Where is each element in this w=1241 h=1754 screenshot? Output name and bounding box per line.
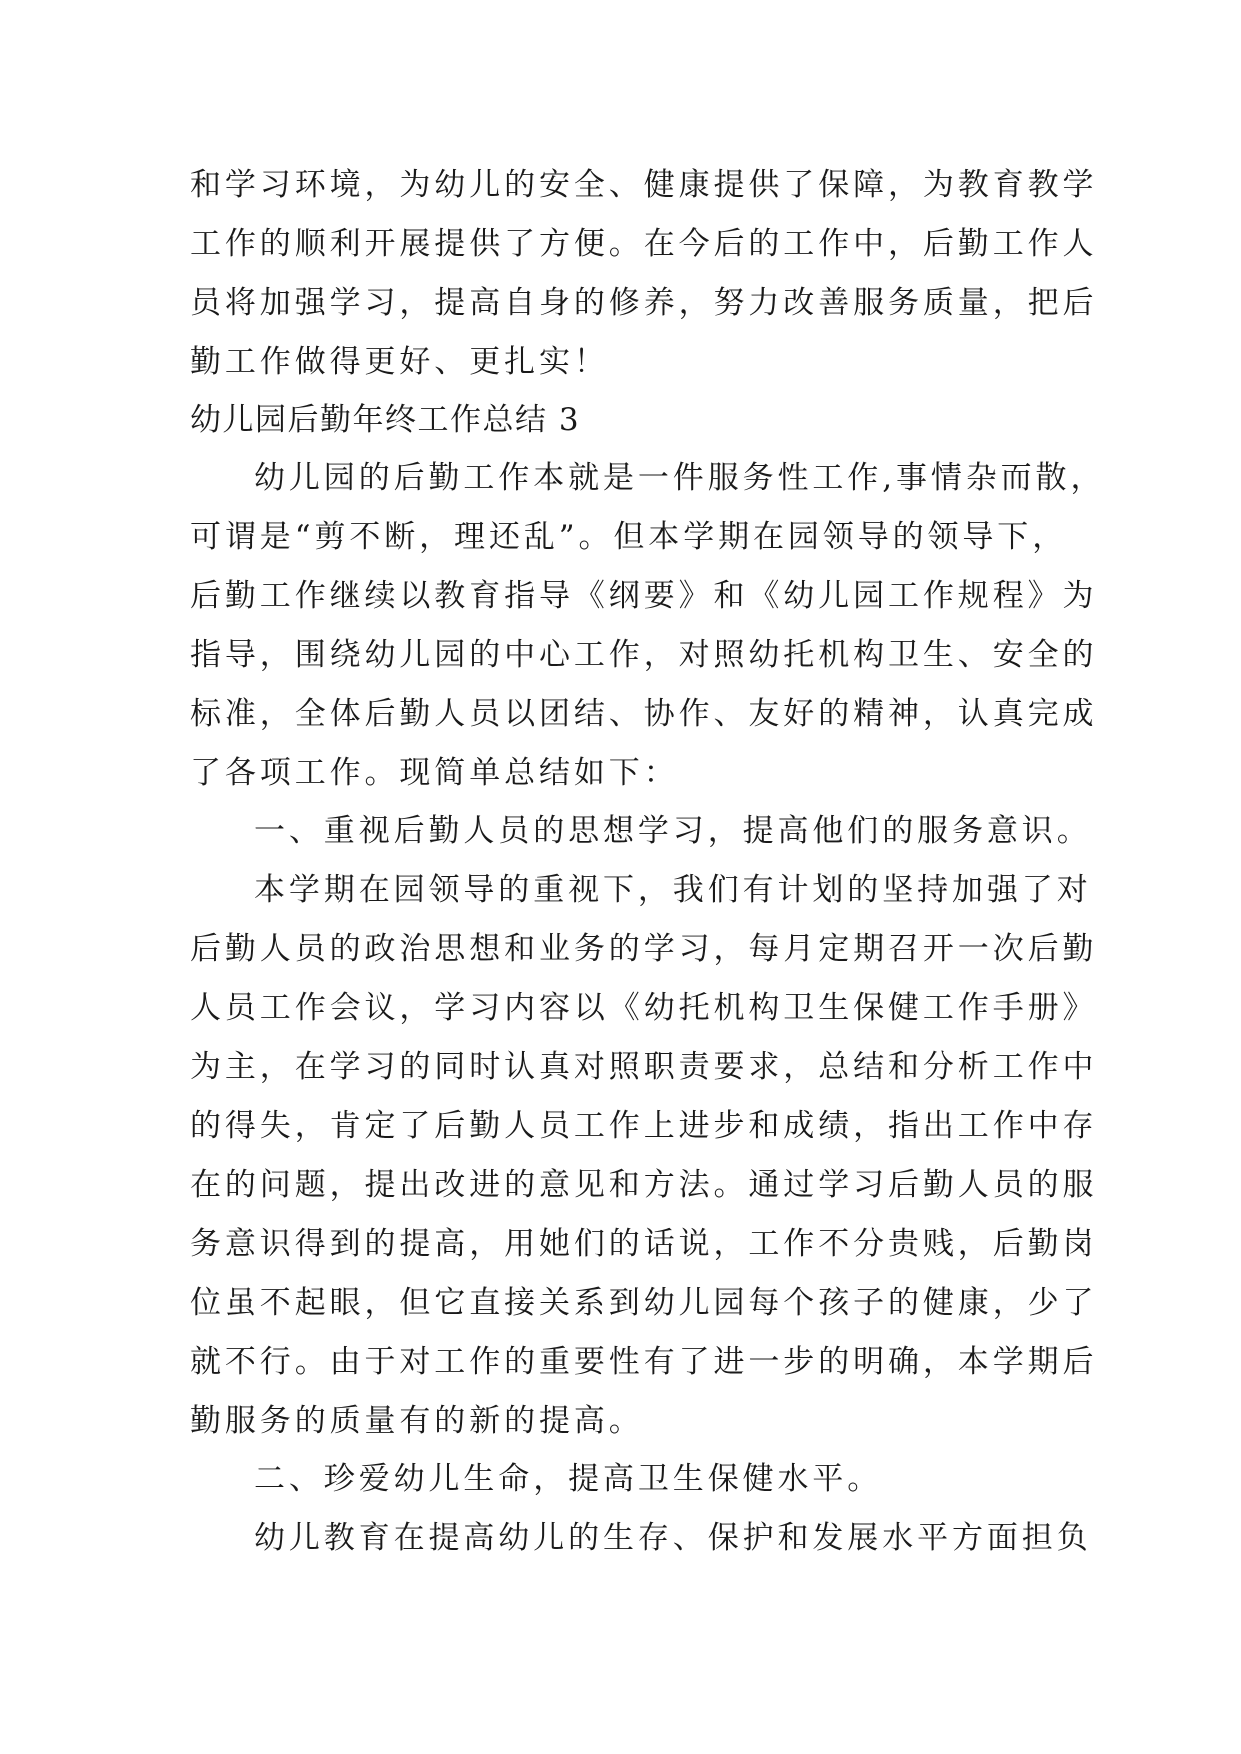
paragraph-line: 了各项工作。现简单总结如下： [190, 755, 679, 791]
paragraph-line: 勤服务的质量有的新的提高。 [190, 1403, 644, 1439]
paragraph-line: 的得失，肯定了后勤人员工作上进步和成绩，指出工作中存 [190, 1108, 1098, 1144]
paragraph-line: 工作的顺利开展提供了方便。在今后的工作中，后勤工作人 [190, 226, 1098, 262]
paragraph-line: 就不行。由于对工作的重要性有了进一步的明确，本学期后 [190, 1344, 1098, 1380]
paragraph-line: 勤工作做得更好、更扎实！ [190, 344, 609, 380]
paragraph-line: 人员工作会议，学习内容以《幼托机构卫生保健工作手册》 [190, 990, 1098, 1026]
section-title: 幼儿园后勤年终工作总结 3 [190, 402, 581, 438]
paragraph-line: 为主，在学习的同时认真对照职责要求，总结和分析工作中 [190, 1049, 1098, 1085]
paragraph-line: 本学期在园领导的重视下，我们有计划的坚持加强了对 [254, 872, 1092, 908]
subheading-2: 二、珍爱幼儿生命，提高卫生保健水平。 [254, 1461, 883, 1497]
paragraph-line: 员将加强学习，提高自身的修养，努力改善服务质量，把后 [190, 285, 1098, 321]
paragraph-line: 幼儿教育在提高幼儿的生存、保护和发展水平方面担负 [254, 1520, 1092, 1556]
subheading-1: 一、重视后勤人员的思想学习，提高他们的服务意识。 [254, 813, 1092, 849]
paragraph-line: 幼儿园的后勤工作本就是一件服务性工作,事情杂而散， [254, 460, 1106, 496]
paragraph-line: 后勤工作继续以教育指导《纲要》和《幼儿园工作规程》为 [190, 578, 1098, 614]
paragraph-line: 标准，全体后勤人员以团结、协作、友好的精神，认真完成 [190, 696, 1098, 732]
paragraph-line: 后勤人员的政治思想和业务的学习，每月定期召开一次后勤 [190, 931, 1098, 967]
paragraph-line: 在的问题，提出改进的意见和方法。通过学习后勤人员的服 [190, 1167, 1098, 1203]
paragraph-line: 和学习环境，为幼儿的安全、健康提供了保障，为教育教学 [190, 167, 1098, 203]
paragraph-line: 可谓是“剪不断，理还乱”。但本学期在园领导的领导下， [190, 519, 1068, 555]
paragraph-line: 位虽不起眼，但它直接关系到幼儿园每个孩子的健康，少了 [190, 1285, 1098, 1321]
paragraph-line: 务意识得到的提高，用她们的话说，工作不分贵贱，后勤岗 [190, 1226, 1098, 1262]
paragraph-line: 指导，围绕幼儿园的中心工作，对照幼托机构卫生、安全的 [190, 637, 1098, 673]
